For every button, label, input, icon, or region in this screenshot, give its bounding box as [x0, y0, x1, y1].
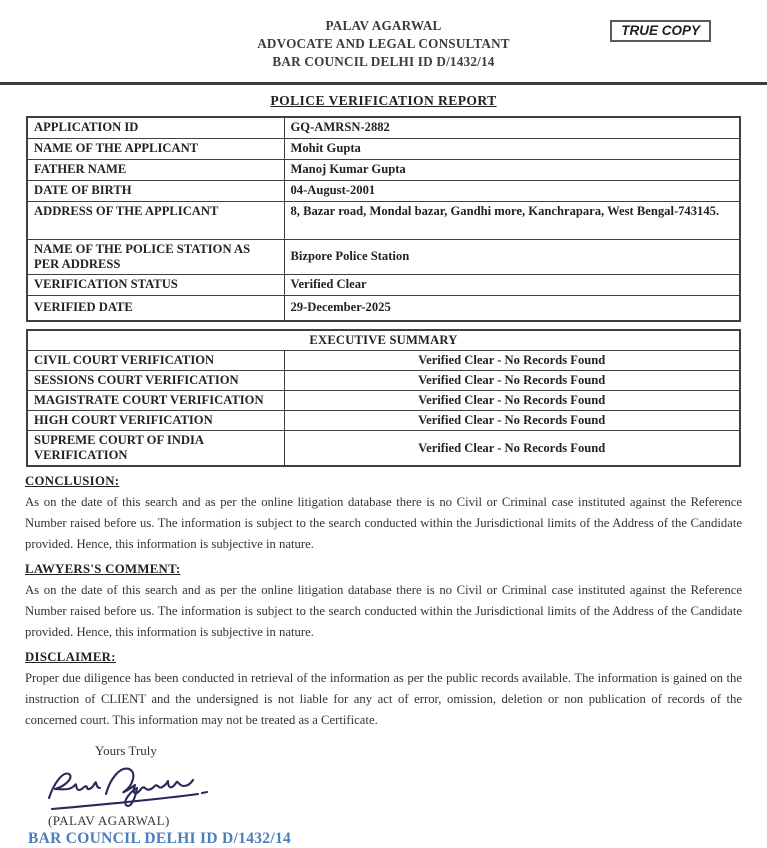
page-title: POLICE VERIFICATION REPORT	[270, 93, 497, 108]
row-label: ADDRESS OF THE APPLICANT	[27, 201, 284, 239]
row-label: NAME OF THE POLICE STATION AS PER ADDRESS	[27, 239, 284, 274]
table-row	[27, 274, 740, 295]
row-label: SUPREME COURT OF INDIA VERIFICATION	[27, 431, 284, 467]
row-value: Verified Clear - No Records Found	[284, 391, 740, 411]
row-value: Bizpore Police Station	[284, 239, 740, 274]
disclaimer-body: Proper due diligence has been conducted in retrieval of the information as per the public records available. The information is gained on the instruction of CLIENT and the undersigned is not liable for any act of error, omission, deletion or non publication of records of the concerned court. This information may not be treated as a Certificate.	[25, 671, 742, 727]
table-header-row	[27, 330, 740, 351]
table-row	[27, 138, 740, 159]
row-value: 8, Bazar road, Mondal bazar, Gandhi more, Kanchrapara, West Bengal-743145.	[284, 201, 740, 239]
row-value: Verified Clear - No Records Found	[284, 371, 740, 391]
advocate-title: ADVOCATE AND LEGAL CONSULTANT	[257, 36, 510, 51]
disclaimer-heading: DISCLAIMER:	[25, 650, 116, 664]
row-label: CIVIL COURT VERIFICATION	[27, 351, 284, 371]
row-label: DATE OF BIRTH	[27, 180, 284, 201]
lawyers-comment-body: As on the date of this search and as per the online litigation database there is no Civil or Criminal case instituted against the Reference Number raised before us. The information is subject to the search conducted within the Jurisdictional limits of the Address of the Candidate provided. Hence, this information is subjective in nature.	[25, 583, 742, 639]
table-row	[27, 201, 740, 239]
table-row	[27, 431, 740, 467]
table-row	[27, 117, 740, 138]
lawyers-comment-heading: LAWYERS'S COMMENT:	[25, 562, 181, 576]
row-label: MAGISTRATE COURT VERIFICATION	[27, 391, 284, 411]
row-value: 04-August-2001	[284, 180, 740, 201]
advocate-name: PALAV AGARWAL	[325, 18, 442, 33]
handwritten-signature-icon	[42, 761, 227, 813]
executive-summary-table	[26, 329, 741, 467]
table-row	[27, 371, 740, 391]
conclusion-heading: CONCLUSION:	[25, 474, 120, 488]
row-value: Mohit Gupta	[284, 138, 740, 159]
table-row	[27, 351, 740, 371]
row-value: GQ-AMRSN-2882	[284, 117, 740, 138]
row-label: VERIFIED DATE	[27, 295, 284, 321]
row-label: FATHER NAME	[27, 159, 284, 180]
row-value: Verified Clear - No Records Found	[284, 431, 740, 467]
true-copy-stamp: TRUE COPY	[610, 20, 711, 42]
applicant-details-table	[26, 116, 741, 322]
row-label: APPLICATION ID	[27, 117, 284, 138]
table-row	[27, 411, 740, 431]
row-value: Manoj Kumar Gupta	[284, 159, 740, 180]
signer-name: (PALAV AGARWAL)	[48, 813, 170, 828]
table-row	[27, 391, 740, 411]
table-row	[27, 180, 740, 201]
row-value: Verified Clear	[284, 274, 740, 295]
conclusion-section	[25, 474, 742, 555]
row-label: VERIFICATION STATUS	[27, 274, 284, 295]
disclaimer-section	[25, 650, 742, 731]
table-row	[27, 239, 740, 274]
signer-bar-council-id: BAR COUNCIL DELHI ID D/1432/14	[28, 830, 292, 847]
row-value: Verified Clear - No Records Found	[284, 411, 740, 431]
signature-image	[42, 761, 767, 813]
row-value: Verified Clear - No Records Found	[284, 351, 740, 371]
row-label: SESSIONS COURT VERIFICATION	[27, 371, 284, 391]
row-label: NAME OF THE APPLICANT	[27, 138, 284, 159]
row-value: 29-December-2025	[284, 295, 740, 321]
advocate-bar-id: BAR COUNCIL DELHI ID D/1432/14	[272, 54, 495, 69]
conclusion-body: As on the date of this search and as per the online litigation database there is no Civil or Criminal case instituted against the Reference Number raised before us. The information is subject to the search conducted within the Jurisdictional limits of the Address of the Candidate provided. Hence, this information is subjective in nature.	[25, 495, 742, 551]
table-row	[27, 159, 740, 180]
table-row	[27, 295, 740, 321]
lawyers-comment-section	[25, 562, 742, 643]
row-label: HIGH COURT VERIFICATION	[27, 411, 284, 431]
executive-summary-title: EXECUTIVE SUMMARY	[27, 330, 740, 351]
salutation: Yours Truly	[95, 743, 157, 758]
header-divider	[0, 82, 767, 85]
